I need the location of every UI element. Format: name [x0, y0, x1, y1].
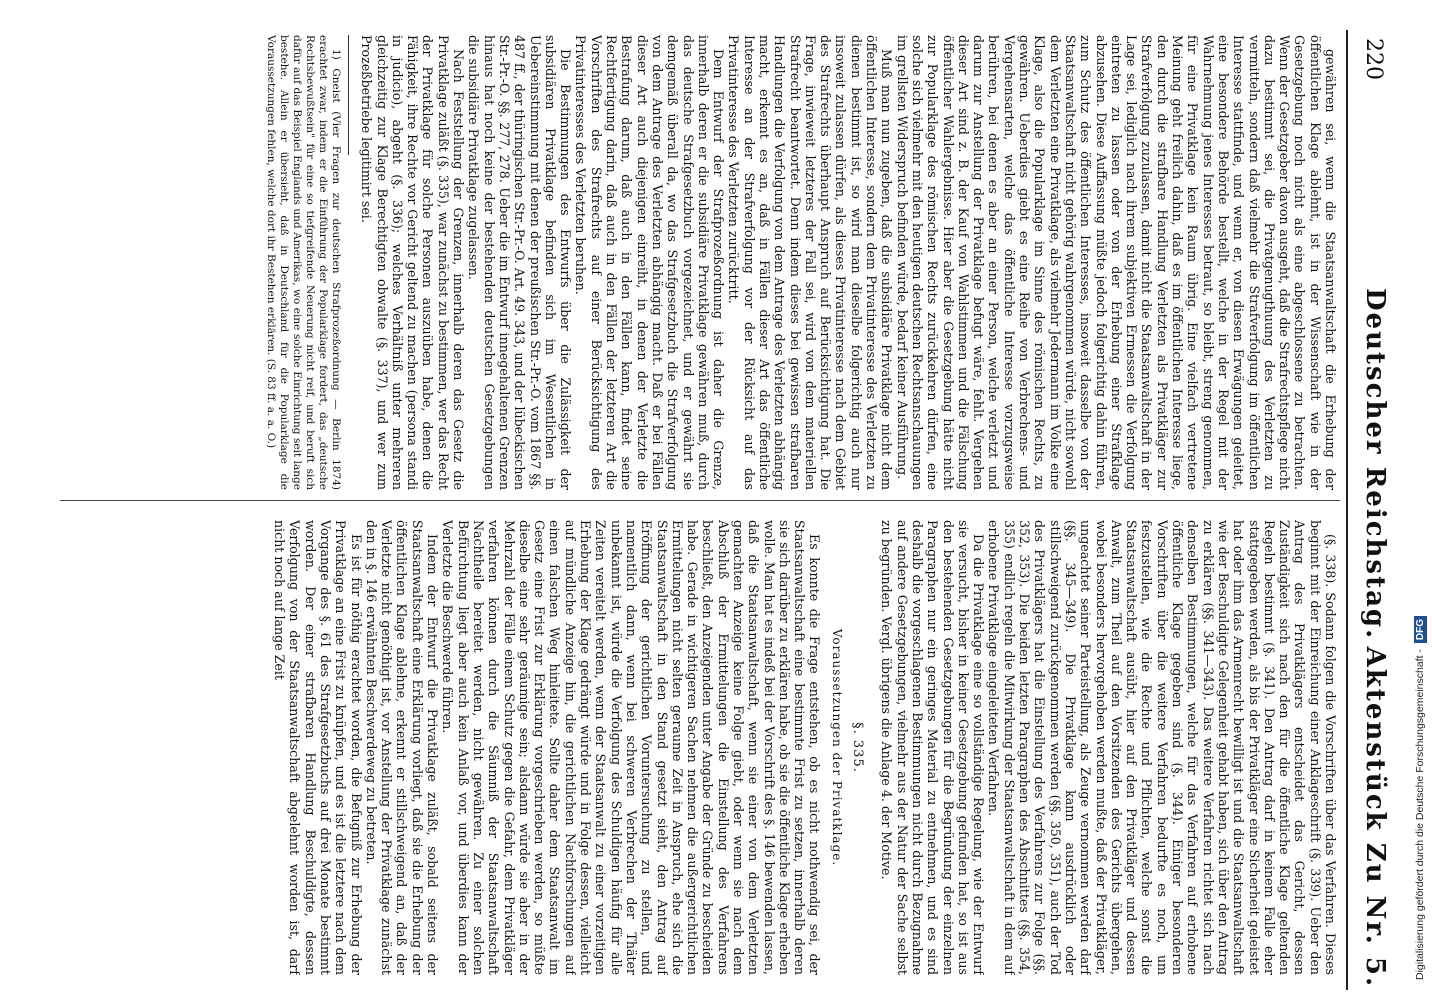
right-paragraph: Es ist für nöthig erachtet worden, die Befugniß zur Erhebung der Privatklage an eine Frist zu knüpfen, und es ist die letztere nach dem Vorgange des §. 61 des Strafgesetzbuchs auf drei Monate bestimmt worden. Der einer strafbaren Handlung Beschuldigte, dessen Verfolgung von der Staatsanwaltschaft abgelehnt worden ist, darf nicht noch auf lange Zeit — [272, 520, 364, 975]
dfg-logo: DFG — [1414, 616, 1427, 643]
right-paragraph: Da die Privatklage eine so vollständige Regelung, wie der Entwurf sie versucht, bisher in keiner Gesetzgebung gefunden hat, so ist aus den bestehenden Gesetzgebungen für die Begründung der einzelnen Paragraphen nur ein geringes Material zu entnehmen, und es sind deshalb die vorgeschlagenen Bestimmungen nicht durch Bezugnahme auf andere Gesetzgebungen, vielmehr aus der Natur der Sache selbst zu begründen. Vergl. übrigens die Anlage 4. der Motive. — [879, 520, 987, 975]
right-paragraph: (§. 338). Sodann folgen die Vorschriften über das Verfahren. Dieses beginnt mit der Einreichung einer Anklageschrift (§. 339). Ueber den Antrag des Privatklägers entscheidet das Gericht, dessen Zuständigkeit sich nach den für die öffentliche Klage geltenden Regeln bestimmt (§. 341). Den Antrag darf in keinem Falle eher stattgegeben werden, als bis der Privatkläger eine Sicherheit geleistet hat oder ihm das Armenrecht bewilligt ist und die Staatsanwaltschaft wie der Beschuldigte Gelegenheit gehabt haben, sich über den Antrag zu erklären (§§. 341—343). Das weitere Verfahren richtet sich nach denselben Bestimmungen, welche für das Verfahren auf erhobene öffentliche Klage gegeben sind (§. 344). Einiger besonderen Vorschriften über die weitere Verfahren bedurfte es noch, um festzustellen, wie die Rechte und Pflichten, welche sonst die Staatsanwaltschaft ausübt, hier auf den Privatkläger und dessen Anwalt, zum Theil auf den Vorsitzenden des Gerichts übergehen, wobei besonders hervorgehoben werden mußte, daß der Privatkläger, ungeachtet seiner Parteistellung, als Zeuge vernommen werden darf (§§. 345—349). Die Privatklage kann ausdrücklich oder stillschweigend zurückgenommen werden (§§. 350, 351), auch der Tod des Privatklägers hat die Einstellung des Verfahrens zur Folge (§§. 352, 353). Die beiden letzten Paragraphen des Abschnittes (§§. 354, 355) endlich regeln die Mitwirkung der Staatsanwaltschaft in dem auf erhobene Privatklage eingeleiteten Verfahren. — [986, 520, 1338, 975]
footnote: 1) Gneist (Vier Fragen zur deutschen Strafprozeßordnung — Berlin 1874) erachtet zwar, indem er die Einführung der Popularklage fordert, das „deutsche Rechtsbewußtsein" für eine so tiefgreifende Neuerung nicht reif, und beruft sich dafür auf das Beispiel Englands und Amerikas, wo eine solche Einrichtung seit lange bestehe. Allein er übersieht, daß in Deutschland für die Popularklage die Voraussetzungen fehlen, welche dort ihr Bestehen erklären. (S. 83 ff. a. a. O.) — [265, 35, 342, 490]
digitization-credit — [1414, 616, 1427, 980]
page-number: 220 — [1361, 38, 1386, 80]
left-paragraph: Dem Entwurf der Strafprozeßordnung ist daher die Grenze, innerhalb deren er die subsidiäre Privatklage gewähren muß, durch das deutsche Strafgesetzbuch vorgezeichnet, und er gewährt sie demgemäß überall da, wo das Strafgesetzbuch die Strafverfolgung von dem Antrage des Verletzten abhängig macht. Daß er bei Fällen dieser Art auch diejenigen einreiht, in denen der Verletzte die Bestrafung darum, daß auch in den Fällen kann, findet seine Rechtfertigung darin, daß auch in den Fällen der letzteren Art die Vorschriften des Strafrechts auf einer Berücksichtigung des Privatinteresses des Verletzten beruhen. — [573, 35, 727, 490]
page-header — [1354, 38, 1394, 998]
left-column — [48, 35, 1338, 490]
section-title: Voraussetzungen der Privatklage. — [829, 628, 844, 867]
left-paragraph: Muß man nun zugeben, daß die subsidiäre Privatklage nicht dem öffentlichen Interesse, sondern dem Privatinteresse des Verletzten zu dienen bestimmt ist, so wird man dieselbe folgerichtig auch nur insoweit zulassen dürfen, als dieses Privatinteresse nach dem Gebiet des Strafrechts überhaupt Anspruch auf Berücksichtigung hat. Die Frage, inwieweit letzteres der Fall sei, wird von dem materiellen Strafrecht beantwortet. Denn indem dieses bei gewissen strafbaren Handlungen die Verfolgung von dem Antrage des Verletzten abhängig macht, erkennt es an, daß in Fällen dieser Art das öffentliche Interesse an der Strafverfolgung vor der Rücksicht auf das Privatinteresse des Verletzten zurücktritt. — [726, 35, 895, 490]
right-paragraph: Es konnte die Frage entstehen, ob es nicht nothwendig sei, der Staatsanwaltschaft eine bestimmte Frist zu setzen, innerhalb deren sie sich darüber zu erklären habe, ob sie die öffentliche Klage erheben wolle. Man hat es indeß bei der Vorschrift des §. 146 bewenden lassen, daß die Staatsanwaltschaft, wenn sie einer von dem Verletzten gemachten Anzeige keine Folge giebt, oder wenn sie nach dem Abschluß der Ermittelungen die Einstellung des Verfahrens beschließt, den Anzeigenden unter Angabe der Gründe zu bescheiden habe. Gerade in wichtigeren Sachen nehmen die außergerichtlichen Ermittelungen nicht selten geraume Zeit in Anspruch, ehe sich die Staatsanwaltschaft in den Stand gesetzt sieht, den Antrag auf Eröffnung der gerichtlichen Voruntersuchung zu stellen, und namentlich dann, wenn bei schweren Verbrechen der Thäter unbekannt ist, würde die Verfolgung des Schuldigen häufig für alle Zeiten vereitelt werden, wenn der Staatsanwalt zu einer vorzeitigen Erhebung der Klage gedrängt würde und in Folge dessen, vielleicht auf mündliche Anzeige hin, die gerichtlichen Nachforschungen auf einen falschen Weg hinleitete. Sollte daher dem Staatsanwalt im Gesetz eine Frist zur Erklärung vorgeschrieben werden, so müßte dieselbe eine sehr geräumige sein; alsdann würde sie aber in der Mehrzahl der Fälle einem Schutz gegen die Gefahr, dem Privatkläger verfahren können durch die Säumniß der Staatsanwaltschaft Nachtheile bereitet werden, nicht gewähren. Zu einer solchen Befürchtung liegt aber auch kein Anlaß vor, und überdies kann der Verletzte die Beschwerde führen. — [440, 520, 823, 975]
right-paragraph: Indem der Entwurf die Privatklage zuläßt, sobald seitens der Staatsanwaltschaft eine Erklärung vorliegt, daß sie die Erhebung der öffentlichen Klage ablehne, erkennt er stillschweigend an, daß der Verletzte nicht genöthigt ist, vor Anstellung der Privatklage zunächst den in §. 146 erwähnten Beschwerdeweg zu betreten. — [363, 520, 441, 975]
column-divider — [60, 500, 1340, 501]
credit-text: Digitalisierung gefördert durch die Deutsche Forschungsgemeinschaft - — [1414, 649, 1426, 980]
header-title-right: Aktenstück Zu Nr. 5. — [1360, 646, 1390, 988]
footnote-rule — [348, 35, 349, 155]
header-rule — [1346, 30, 1348, 990]
left-paragraph: Die Bestimmungen des Entwurfs über die Zulässigkeit der subsidiären Privatklage befinden sich im Wesentlichen in Uebereinstimmung mit denen der preußischen Str.-Pr.-O. vom 1867 §§. 487 ff., der thüringischen Str.-Pr.-O. Art. 49. 343, und der lübeckischen Str.-Pr.-O. §§. 277, 278. Ueber die im Entwurf innegehaltenen Grenzen hinaus hat noch keine der bestehenden deutschen Gesetzgebungen die subsidiäre Privatklage zugelassen. — [466, 35, 574, 490]
header-title-left: Deutscher Reichstag. — [1360, 288, 1390, 641]
left-paragraph: Nach Feststellung der Grenzen, innerhalb deren das Gesetz die Privatklage zuläßt (§. 335), war zunächst zu bestimmen, wer das Recht der Privatklage für solche Personen auszuüben habe, denen die Fähigkeit, ihre Rechte vor Gericht geltend zu machen (persona standi in judicio), abgeht (§. 336); welches Verhältniß unter mehreren gleichzeitig zur Klage Berechtigten obwalte (§. 337), und wer zum Prozeßbetriebe legitimirt sei. — [359, 35, 467, 490]
right-column — [48, 520, 1338, 975]
left-paragraph: gewähren sei, wenn die Staatsanwaltschaft die Erhebung der öffentlichen Klage ablehnt, ist in der Wissenschaft wie in der Gesetzgebung noch nicht als eine abgeschlossene zu betrachten. Wenn der Gesetzgeber davon ausgeht, daß die Strafrechtspflege nicht dazu bestimmt sei, die Privatgenugthuung des Verletzten zu vermitteln, sondern daß vielmehr die Strafverfolgung im öffentlichen Interesse stattfinde, und wenn er, von diesen Erwägungen geleitet, eine besondere Behörde bestellt, welche in der Regel mit der Wahrnehmung jenes Interesses betraut, so bleibt, streng genommen, für eine Privatklage kein Raum übrig. Eine vielfach vertretene Meinung geht freilich dahin, daß es im öffentlichen Interesse liege, den durch die strafbare Handlung Verletzten als Privatkläger zur Strafverfolgung zuzulassen, damit nicht die Staatsanwaltschaft in der Lage sei, lediglich nach ihrem subjektiven Ermessen die Verfolgung eintreten zu lassen oder von der Erhebung einer Strafklage abzusehen. Diese Auffassung müßte jedoch folgerichtig dahin führen, zum Schutz des öffentlichen Interesses, insoweit dasselbe von der Staatsanwaltschaft nicht gehörig wahrgenommen würde, nicht sowohl dem Verletzten eine Privatklage, als vielmehr Jedermann im Volke eine Klage, also die Popularklage im Sinne des römischen Rechts, zu gewähren. Ueberdies giebt es eine Reihe von Verbrechens- und Vergehensarten, welche das öffentliche Interesse vorzugsweise berühren, bei denen es aber an einer Person, welche verletzt und darum zur Anstellung der Privatklage befugt wäre, fehlt. Vergehen dieser Art sind z. B. der Kauf von Wahlstimmen und die Fälschung öffentlicher Wahlergebnisse. Hier aber die Gesetzgebung hätte nicht zur Popularklage des römischen Rechts zurückkehren dürfen, eine solche sich vielmehr mit den heutigen deutschen Rechtsanschauungen im grellsten Widerspruch befinden würde, bedarf keiner Ausführung. — [894, 35, 1338, 490]
section-number: §. 335. — [850, 722, 866, 773]
